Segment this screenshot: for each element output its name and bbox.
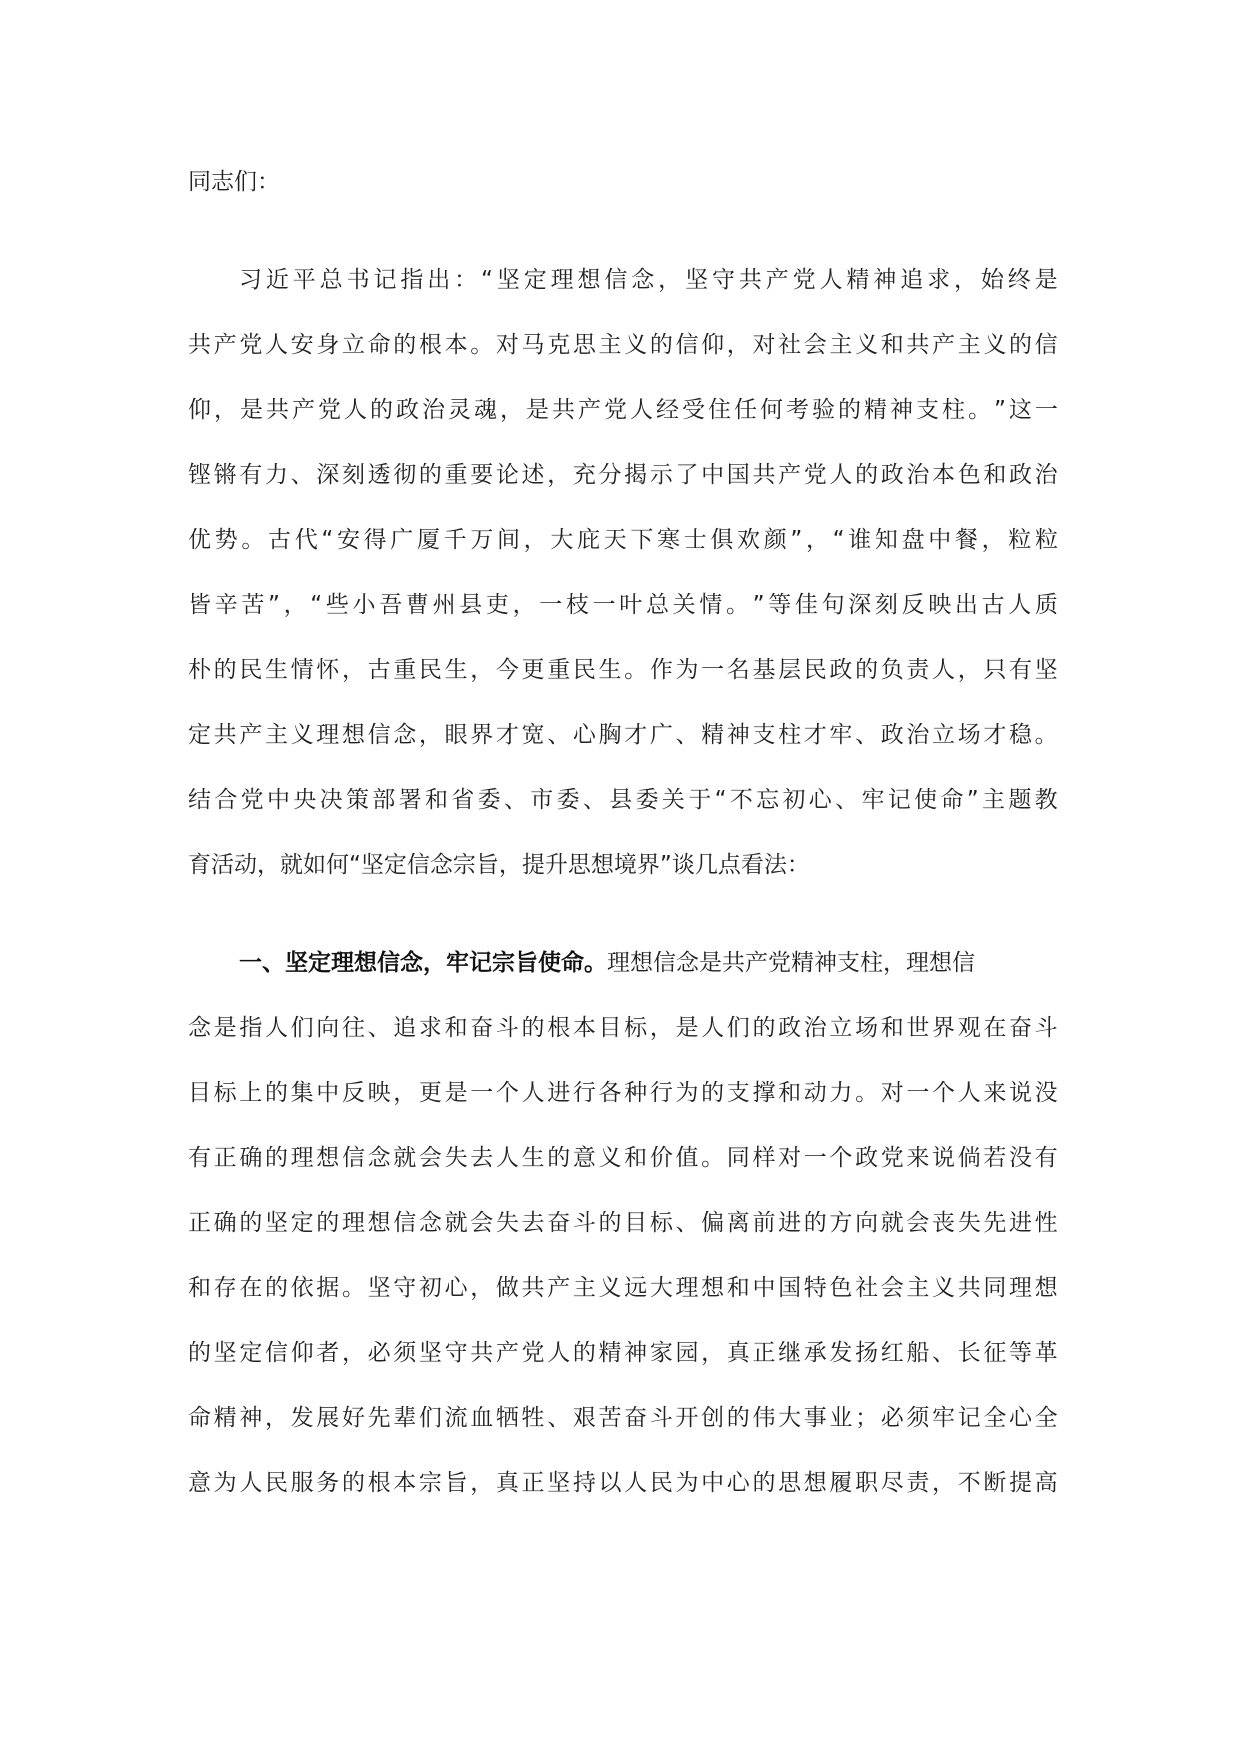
paragraph-line: 命 精 神 ， 发 展 好 先 辈 们 流 血 牺 牲 、 艰 苦 奋 斗 开 创 的 伟 大 事 业 ； 必 须 牢 记 全 心 全 — [188, 1405, 1058, 1431]
paragraph-line: 仰 ， 是 共 产 党 人 的 政 治 灵 魂 ， 是 共 产 党 人 经 受 住 任 何 考 验 的 精 神 支 柱 。 ” 这 一 — [188, 397, 1058, 423]
heading-line-rest: 理想信念是共产党精神支柱，理想信 — [607, 950, 975, 976]
paragraph-line: 定 共 产 主 义 理 想 信 念 ， 眼 界 才 宽 、 心 胸 才 广 、 精 神 支 柱 才 牢 、 政 治 立 场 才 稳 。 — [188, 722, 1058, 748]
paragraph-line: 朴 的 民 生 情 怀 ， 古 重 民 生 ， 今 更 重 民 生 。 作 为 一 名 基 层 民 政 的 负 责 人 ， 只 有 坚 — [188, 657, 1058, 683]
paragraph-line: 意 为 人 民 服 务 的 根 本 宗 旨 ， 真 正 坚 持 以 人 民 为 中 心 的 思 想 履 职 尽 责 ， 不 断 提 高 — [188, 1470, 1058, 1496]
section-heading: 一、坚定理想信念，牢记宗旨使命。 — [239, 950, 607, 976]
paragraph-line: 的 坚 定 信 仰 者 ， 必 须 坚 守 共 产 党 人 的 精 神 家 园 ， 真 正 继 承 发 扬 红 船 、 长 征 等 革 — [188, 1340, 1058, 1366]
paragraph-line: 共 产 党 人 安 身 立 命 的 根 本 。 对 马 克 思 主 义 的 信 仰 ， 对 社 会 主 义 和 共 产 主 义 的 信 — [188, 332, 1058, 358]
paragraph-gap — [188, 898, 1058, 931]
paragraph-line: 念 是 指 人 们 向 往 、 追 求 和 奋 斗 的 根 本 目 标 ， 是 人 们 的 政 治 立 场 和 世 界 观 在 奋 斗 — [188, 1015, 1058, 1041]
paragraph-gap — [188, 215, 1058, 248]
paragraph-line: 优 势 。 古 代 “ 安 得 广 厦 千 万 间 ， 大 庇 天 下 寒 士 俱 欢 颜 ” ， “ 谁 知 盘 中 餐 ， 粒 粒 — [188, 527, 1058, 553]
paragraph-line: 育活动，就如何“坚定信念宗旨，提升思想境界”谈几点看法： — [188, 852, 810, 878]
paragraph-line: 习 近 平 总 书 记 指 出 ： “ 坚 定 理 想 信 念 ， 坚 守 共 产 党 人 精 神 追 求 ， 始 终 是 — [239, 267, 1058, 293]
paragraph-line: 结 合 党 中 央 决 策 部 署 和 省 委 、 市 委 、 县 委 关 于 “ 不 忘 初 心 、 牢 记 使 命 ” 主 题 教 — [188, 787, 1058, 813]
paragraph-line: 目 标 上 的 集 中 反 映 ， 更 是 一 个 人 进 行 各 种 行 为 的 支 撑 和 动 力 。 对 一 个 人 来 说 没 — [188, 1080, 1058, 1106]
paragraph-line: 正 确 的 坚 定 的 理 想 信 念 就 会 失 去 奋 斗 的 目 标 、 偏 离 前 进 的 方 向 就 会 丧 失 先 进 性 — [188, 1210, 1058, 1236]
paragraph-line: 和 存 在 的 依 据 。 坚 守 初 心 ， 做 共 产 主 义 远 大 理 想 和 中 国 特 色 社 会 主 义 共 同 理 想 — [188, 1275, 1058, 1301]
paragraph-line: 铿 锵 有 力 、 深 刻 透 彻 的 重 要 论 述 ， 充 分 揭 示 了 中 国 共 产 党 人 的 政 治 本 色 和 政 治 — [188, 462, 1058, 488]
paragraph-line: 皆 辛 苦 ” ， “ 些 小 吾 曹 州 县 吏 ， 一 枝 一 叶 总 关 情 。 ” 等 佳 句 深 刻 反 映 出 古 人 质 — [188, 592, 1058, 618]
salutation — [188, 150, 1058, 215]
paragraph-line: 有 正 确 的 理 想 信 念 就 会 失 去 人 生 的 意 义 和 价 值 。 同 样 对 一 个 政 党 来 说 倘 若 没 有 — [188, 1145, 1058, 1171]
paragraph-line — [188, 931, 1058, 996]
paragraph-2 — [188, 931, 1058, 1516]
salutation-text: 同志们： — [188, 169, 280, 195]
paragraph-1 — [188, 248, 1058, 898]
document-body — [188, 150, 1058, 1516]
